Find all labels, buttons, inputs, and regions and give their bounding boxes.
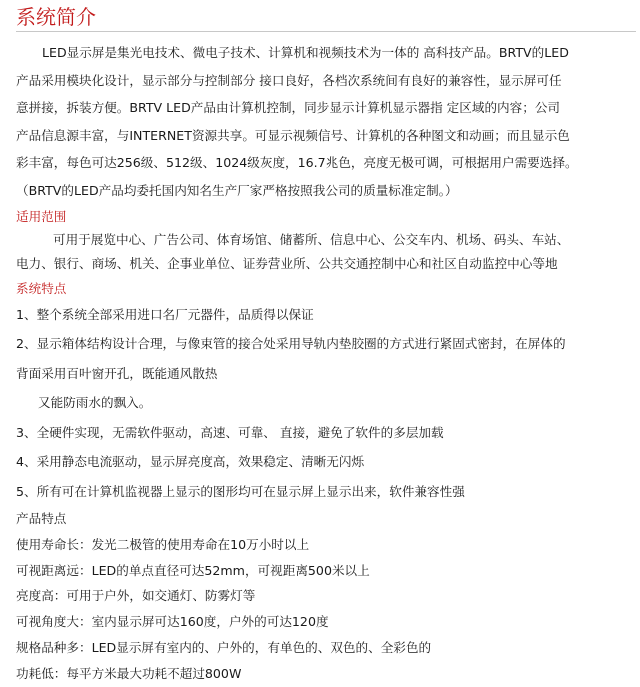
intro-line: LED显示屏是集光电技术、微电子技术、计算机和视频技术为一体的 高科技产品。BRTV的LED (42, 45, 569, 60)
feature-line: 4、采用静态电流驱动，显示屏亮度高，效果稳定、清晰无闪烁 (16, 454, 365, 470)
feature-line: 背面采用百叶窗开孔，既能通风散热 (16, 365, 218, 381)
feature-line: 2、显示箱体结构设计合理，与像束管的接合处采用导轨内垫胶圈的方式进行紧固式密封，在屏体的 (16, 336, 566, 352)
product-features-heading: 产品特点 (16, 511, 67, 527)
features-heading: 系统特点 (16, 280, 67, 296)
intro-line: 彩丰富，每色可达256级、512级、1024级灰度，16.7兆色，亮度无极可调，可根据用户需要选择。 (16, 155, 578, 171)
product-feature-line: 可视距离远：LED的单点直径可达52mm，可视距离500米以上 (16, 562, 370, 578)
feature-line: 3、全硬件实现，无需软件驱动，高速、可靠、 直接，避免了软件的多层加载 (16, 424, 444, 440)
feature-line: 又能防雨水的飘入。 (38, 395, 152, 411)
intro-line: （BRTV的LED产品均委托国内知名生产厂家严格按照我公司的质量标准定制。） (16, 182, 458, 198)
intro-line: 产品采用模块化设计，显示部分与控制部分 接口良好，各档次系统间有良好的兼容性，显示屏可任 (16, 72, 562, 88)
product-features-section (16, 506, 636, 687)
page-title: 系统简介 (16, 0, 636, 32)
product-feature-line: 可视角度大：室内显示屏可达160度，户外的可达120度 (16, 614, 329, 630)
product-feature-line: 功耗低：每平方米最大功耗不超过800W (16, 665, 242, 681)
application-line: 可用于展览中心、广告公司、体育场馆、储蓄所、信息中心、公交车内、机场、码头、车站、 (53, 231, 570, 247)
intro-line: 意拼接，拆装方便。BRTV LED产品由计算机控制，同步显示计算机显示器指 定区域的内容；公司 (16, 100, 561, 116)
application-line: 电力、银行、商场、机关、企事业单位、证券营业所、公共交通控制中心和社区自动监控中心等地 (16, 256, 558, 272)
intro-line: 产品信息源丰富，与INTERNET资源共享。可显示视频信号、计算机的各种图文和动画；而且显示色 (16, 127, 570, 143)
product-feature-line: 亮度高：可用于户外，如交通灯、防雾灯等 (16, 588, 256, 604)
feature-line: 1、整个系统全部采用进口名厂元器件，品质得以保证 (16, 306, 314, 322)
features-section (16, 277, 636, 507)
intro-section (16, 39, 636, 205)
product-feature-line: 使用寿命长：发光二极管的使用寿命在10万小时以上 (16, 536, 310, 552)
feature-line: 5、所有可在计算机监视器上显示的图形均可在显示屏上显示出来，软件兼容性强 (16, 483, 465, 499)
application-heading: 适用范围 (16, 208, 67, 224)
application-section (16, 205, 636, 277)
product-feature-line: 规格品种多：LED显示屏有室内的、户外的，有单色的、双色的、全彩色的 (16, 640, 432, 656)
